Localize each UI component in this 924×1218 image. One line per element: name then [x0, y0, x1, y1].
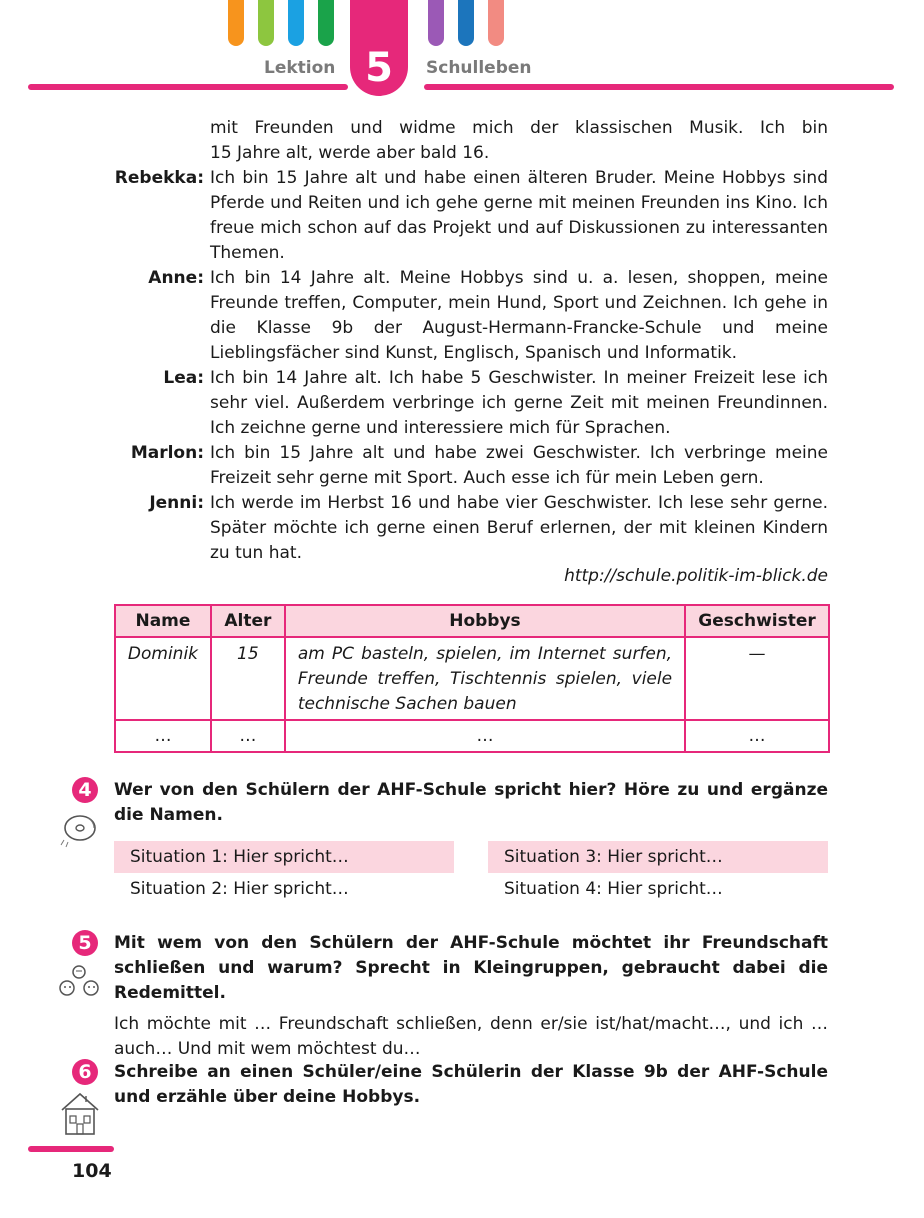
color-tab-green — [318, 0, 334, 46]
situation-4: Situation 4: Hier spricht… — [504, 879, 723, 899]
speaker-text: Ich bin 14 Jahre alt. Ich habe 5 Geschwister. In meiner Freizeit lese ich sehr viel. Außerdem verbringe ich gerne Zeit mit meinen Freundinnen. Ich zeichne gerne und interessiere mich für Sprachen. — [210, 368, 828, 438]
entry-jenni — [100, 491, 828, 566]
hobbies-table — [114, 604, 830, 753]
speaker-name: Marlon: — [130, 443, 204, 463]
source-url: http://schule.politik-im-blick.de — [564, 566, 828, 586]
cd-audio-icon — [58, 810, 102, 850]
cell-hobbies: … — [285, 720, 685, 752]
cell-hobbies: am PC basteln, spielen, im Internet surfen, Freunde treffen, Tischtennis spielen, viele technische Sachen bauen — [285, 637, 685, 720]
entry-lea — [100, 366, 828, 441]
task-number-badge: 4 — [72, 777, 98, 803]
speaker-text: Ich werde im Herbst 16 und habe vier Geschwister. Ich lese sehr gerne. Später möchte ich gerne einen Beruf erlernen, der mit kleinen Kindern zu tun hat. — [210, 493, 828, 563]
task-number-badge: 6 — [72, 1059, 98, 1085]
group-talk-icon — [56, 962, 102, 1002]
speaker-text: Ich bin 14 Jahre alt. Meine Hobbys sind u. a. lesen, shoppen, meine Freunde treffen, Computer, mein Hund, Sport und Zeichnen. Ich gehe in die Klasse 9b der August-Hermann-Francke-Schule und meine Lieblingsfächer sind Kunst, Englisch, Spanisch und Informatik. — [210, 268, 828, 363]
entry-marlon — [100, 441, 828, 491]
column-header-siblings: Geschwister — [685, 605, 829, 637]
column-header-hobbies: Hobbys — [285, 605, 685, 637]
task5-block — [114, 931, 828, 1062]
speaker-text: Ich bin 15 Jahre alt und habe zwei Geschwister. Ich verbringe meine Freizeit sehr gerne mit Sport. Auch esse ich für mein Leben gern. — [210, 443, 828, 488]
color-tab-darkblue — [458, 0, 474, 46]
speaker-name: Jenni: — [149, 493, 204, 513]
intro-line-1: mit Freunden und widme mich der klassischen Musik. Ich bin — [210, 118, 828, 138]
header-line-right — [424, 84, 894, 90]
cell-age: 15 — [211, 637, 285, 720]
page-number: 104 — [72, 1160, 112, 1182]
task6-instruction-text: Schreibe an einen Schüler/eine Schülerin der Klasse 9b der AHF-Schule und erzähle über deine Hobbys. — [114, 1062, 828, 1107]
cell-name: … — [115, 720, 211, 752]
footer-line — [28, 1146, 114, 1152]
table-row — [115, 637, 829, 720]
situation-3: Situation 3: Hier spricht… — [488, 841, 828, 873]
cell-name: Dominik — [115, 637, 211, 720]
color-tab-lightgreen — [258, 0, 274, 46]
task5-example: Ich möchte mit … Freundschaft schließen, denn er/sie ist/hat/macht…, und ich … auch… Und mit wem möchtest du… — [114, 1014, 828, 1059]
entry-rebekka — [100, 166, 828, 266]
color-tab-orange — [228, 0, 244, 46]
table-header-row — [115, 605, 829, 637]
cell-siblings: — — [685, 637, 829, 720]
task4-instruction — [114, 778, 828, 828]
speaker-text: Ich bin 15 Jahre alt und habe einen älteren Bruder. Meine Hobbys sind Pferde und Reiten und ich gehe gerne mit meinen Freunden ins Kino. Ich freue mich schon auf das Projekt und auf Diskussionen zu interessanten Themen. — [210, 168, 828, 263]
situation-2: Situation 2: Hier spricht… — [130, 879, 349, 899]
intro-line-2: 15 Jahre alt, werde aber bald 16. — [210, 143, 490, 163]
table-row — [115, 720, 829, 752]
color-tab-blue — [288, 0, 304, 46]
header-line-left — [28, 84, 348, 90]
school-house-icon — [58, 1090, 102, 1138]
task4-instruction-text: Wer von den Schülern der AHF-Schule spricht hier? Höre zu und ergänze die Namen. — [114, 780, 828, 825]
column-header-name: Name — [115, 605, 211, 637]
entry-anne — [100, 266, 828, 366]
situation-1: Situation 1: Hier spricht… — [114, 841, 454, 873]
color-tab-purple — [428, 0, 444, 46]
color-tab-salmon — [488, 0, 504, 46]
lesson-label: Lektion — [264, 58, 336, 78]
lesson-number-badge: 5 — [350, 0, 408, 96]
speaker-name: Rebekka: — [114, 168, 204, 188]
cell-age: … — [211, 720, 285, 752]
topic-label: Schulleben — [426, 58, 532, 78]
task6-instruction — [114, 1060, 828, 1110]
column-header-age: Alter — [211, 605, 285, 637]
task-number-badge: 5 — [72, 930, 98, 956]
cell-siblings: … — [685, 720, 829, 752]
speaker-name: Lea: — [163, 368, 204, 388]
speaker-name: Anne: — [148, 268, 204, 288]
task5-instruction: Mit wem von den Schülern der AHF-Schule möchtet ihr Freundschaft schließen und warum? Sprecht in Kleingruppen, gebraucht dabei die Redemittel. — [114, 933, 828, 1003]
